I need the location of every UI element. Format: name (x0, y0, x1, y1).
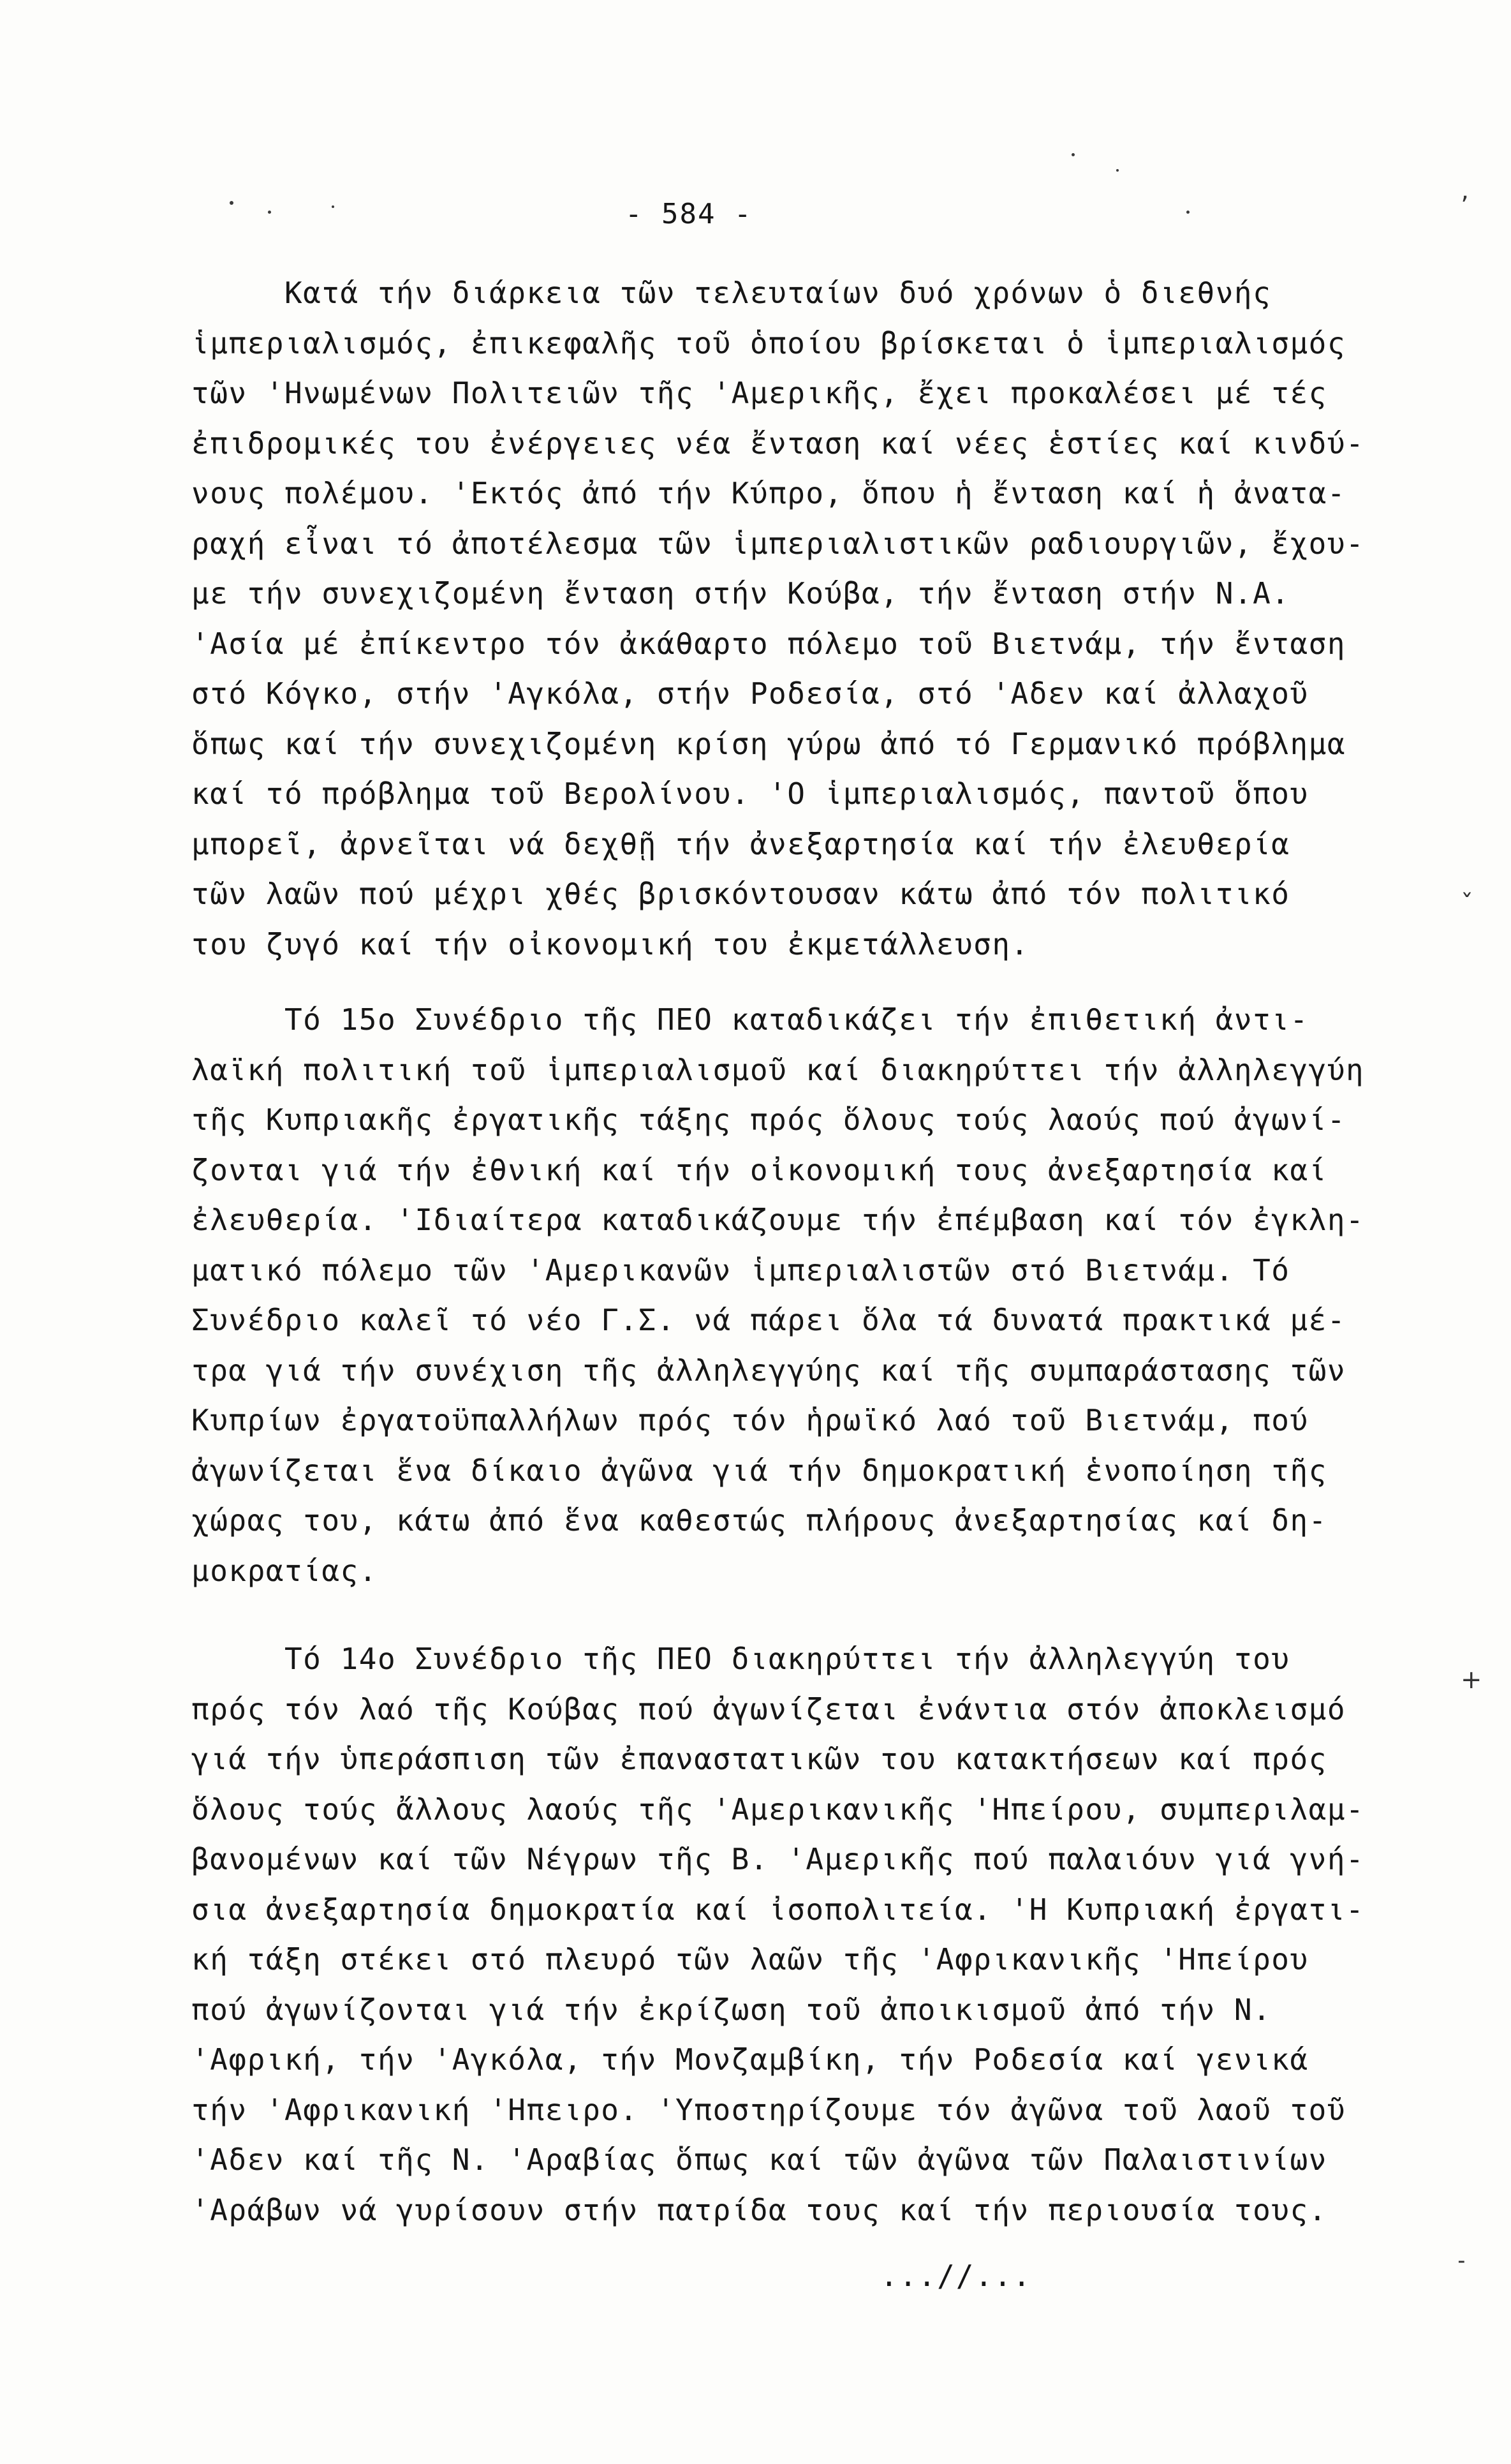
text-line: ἐπιδρομικές του ἐνέργειες νέα ἔνταση καί νέες ἑστίες καί κινδύ- (191, 426, 1365, 461)
text-line: ραχή εἶναι τό ἀποτέλεσμα τῶν ἱμπεριαλιστικῶν ραδιουργιῶν, ἔχου- (191, 526, 1365, 561)
text-line: στό Κόγκο, στήν 'Αγκόλα, στήν Ροδεσία, στό 'Αδεν καί ἀλλαχοῦ (191, 676, 1309, 711)
text-line: Τό 15ο Συνέδριο τῆς ΠΕΟ καταδικάζει τήν ἐπιθετική ἀντι- (191, 1002, 1309, 1037)
text-line: 'Αδεν καί τῆς Ν. 'Αραβίας ὅπως καί τῶν ἀγῶνα τῶν Παλαιστινίων (191, 2142, 1327, 2177)
scan-speck (1116, 169, 1119, 172)
text-line: καί τό πρόβλημα τοῦ Βερολίνου. 'Ο ἱμπεριαλισμός, παντοῦ ὅπου (191, 776, 1309, 811)
text-line: Κυπρίων ἐργατοϋπαλλήλων πρός τόν ἡρωϊκό λαό τοῦ Βιετνάμ, πού (191, 1403, 1309, 1437)
text-line: πού ἀγωνίζονται γιά τήν ἐκρίζωση τοῦ ἀποικισμοῦ ἀπό τήν Ν. (191, 1992, 1272, 2027)
text-line: Κατά τήν διάρκεια τῶν τελευταίων δυό χρόνων ὁ διεθνής (191, 276, 1272, 310)
paragraph-gap (191, 969, 1403, 995)
text-line: Συνέδριο καλεῖ τό νέο Γ.Σ. νά πάρει ὅλα τά δυνατά πρακτικά μέ- (191, 1303, 1346, 1337)
text-line: 'Αφρική, τήν 'Αγκόλα, τήν Μονζαμβίκη, τήν Ροδεσία καί γενικά (191, 2042, 1309, 2077)
scan-speck (1072, 153, 1075, 156)
text-line: 'Αράβων νά γυρίσουν στήν πατρίδα τους καί τήν περιουσία τους. (191, 2192, 1327, 2227)
text-line: ὅπως καί τήν συνεχιζομένη κρίση γύρω ἀπό τό Γερμανικό πρόβλημα (191, 726, 1346, 761)
margin-tick-mark: ˗ (1457, 2246, 1466, 2275)
text-line: γιά τήν ὑπεράσπιση τῶν ἐπαναστατικῶν του κατακτήσεων καί πρός (191, 1742, 1327, 1776)
text-line: ζονται γιά τήν ἐθνική καί τήν οἰκονομική τους ἀνεξαρτησία καί (191, 1152, 1327, 1187)
text-line: ματικό πόλεμο τῶν 'Αμερικανῶν ἱμπεριαλιστῶν στό Βιετνάμ. Τό (191, 1252, 1290, 1288)
text-line: λαϊκή πολιτική τοῦ ἱμπεριαλισμοῦ καί διακηρύττει τήν ἀλληλεγγύη (191, 1052, 1365, 1087)
text-line: ἀγωνίζεται ἕνα δίκαιο ἀγῶνα γιά τήν δημοκρατική ἑνοποίηση τῆς (191, 1453, 1327, 1488)
continuation-marker: ...//... (880, 2259, 1032, 2293)
scan-speck (230, 201, 233, 205)
text-line: του ζυγό καί τήν οἰκονομική του ἐκμετάλλευση. (191, 926, 1029, 961)
text-line: ἱμπεριαλισμός, ἐπικεφαλῆς τοῦ ὁποίου βρίσκεται ὁ ἱμπεριαλισμός (191, 325, 1346, 360)
margin-cross-mark: + (1461, 1665, 1482, 1695)
text-line: τρα γιά τήν συνέχιση τῆς ἀλληλεγγύης καί τῆς συμπαράστασης τῶν (191, 1353, 1346, 1388)
text-line: 'Ασία μέ ἐπίκεντρο τόν ἀκάθαρτο πόλεμο τοῦ Βιετνάμ, τήν ἔνταση (191, 626, 1346, 661)
paragraph-gap (191, 1596, 1403, 1634)
text-line: ὅλους τούς ἄλλους λαούς τῆς 'Αμερικανικῆς 'Ηπείρου, συμπεριλαμ- (191, 1792, 1365, 1827)
paragraph (191, 1634, 1403, 2235)
text-line: χώρας του, κάτω ἀπό ἕνα καθεστώς πλήρους ἀνεξαρτησίας καί δη- (191, 1503, 1327, 1538)
paragraph (191, 995, 1403, 1596)
text-line: νους πολέμου. 'Εκτός ἀπό τήν Κύπρο, ὅπου ἡ ἔνταση καί ἡ ἀνατα- (191, 476, 1346, 510)
body-text (191, 268, 1403, 2235)
text-line: μοκρατίας. (191, 1553, 378, 1588)
text-line: Τό 14ο Συνέδριο τῆς ΠΕΟ διακηρύττει τήν ἀλληλεγγύη του (191, 1642, 1290, 1676)
scan-speck (1186, 211, 1190, 214)
paragraph (191, 268, 1403, 969)
text-line: τῶν 'Ηνωμένων Πολιτειῶν τῆς 'Αμερικῆς, ἔχει προκαλέσει μέ τές (191, 376, 1327, 410)
text-line: ἐλευθερία. 'Ιδιαίτερα καταδικάζουμε τήν ἐπέμβαση καί τόν ἐγκλη- (191, 1203, 1365, 1237)
margin-tick-mark: ˇ (1461, 890, 1473, 919)
text-line: τήν 'Αφρικανική 'Ηπειρο. 'Υποστηρίζουμε τόν ἀγῶνα τοῦ λαοῦ τοῦ (191, 2092, 1346, 2127)
text-line: με τήν συνεχιζομένη ἔνταση στήν Κούβα, τήν ἔνταση στήν N.A. (191, 576, 1290, 611)
page-number: - 584 - (625, 198, 753, 230)
text-line: τῶν λαῶν πού μέχρι χθές βρισκόντουσαν κάτω ἀπό τόν πολιτικό (191, 877, 1290, 911)
text-line: μπορεῖ, ἀρνεῖται νά δεχθῇ τήν ἀνεξαρτησία καί τήν ἐλευθερία (191, 826, 1290, 861)
scan-speck (332, 205, 334, 208)
text-line: σια ἀνεξαρτησία δημοκρατία καί ἰσοπολιτεία. 'Η Κυπριακή ἐργατι- (191, 1892, 1365, 1927)
text-line: κή τάξη στέκει στό πλευρό τῶν λαῶν τῆς 'Αφρικανικῆς 'Ηπείρου (191, 1942, 1309, 1977)
text-line: βανομένων καί τῶν Νέγρων τῆς Β. 'Αμερικῆς πού παλαιόυν γιά γνή- (191, 1842, 1365, 1876)
margin-tick-mark: ʼ (1461, 191, 1469, 221)
text-line: πρός τόν λαό τῆς Κούβας πού ἀγωνίζεται ἐνάντια στόν ἀποκλεισμό (191, 1691, 1346, 1726)
text-line: τῆς Κυπριακῆς ἐργατικῆς τάξης πρός ὅλους τούς λαούς πού ἀγωνί- (191, 1102, 1346, 1137)
scan-speck (268, 211, 271, 214)
